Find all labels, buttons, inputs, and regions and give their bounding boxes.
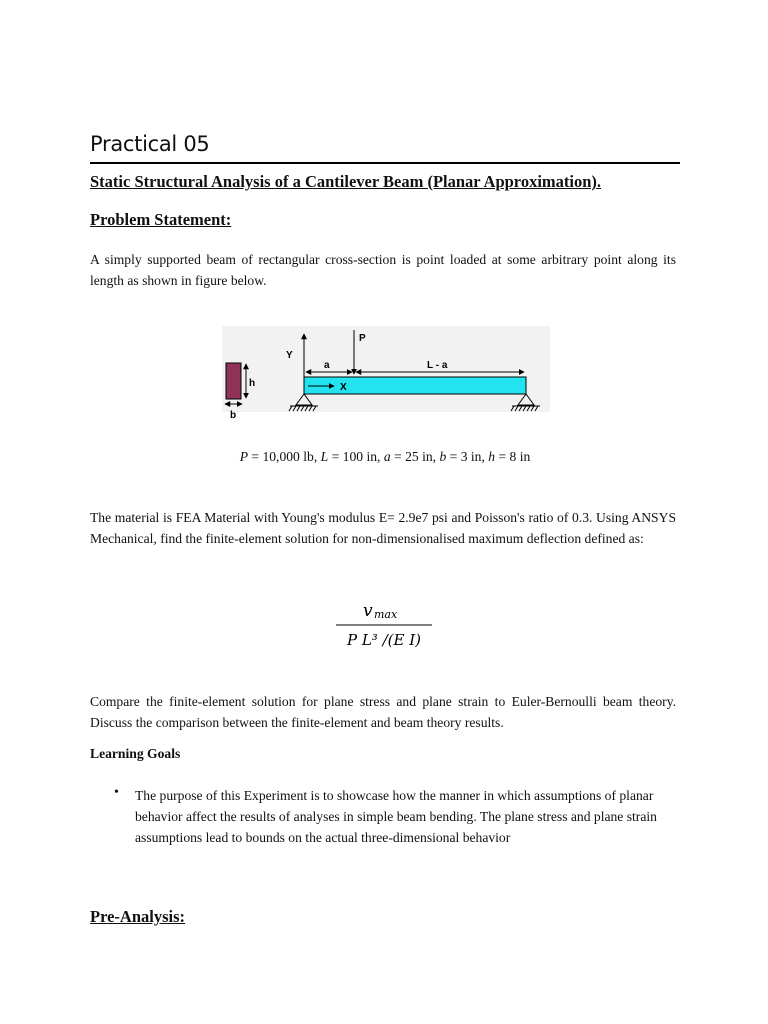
bullet-marker: • (114, 785, 119, 800)
label-x: X (340, 382, 347, 393)
subtitle-heading: Static Structural Analysis of a Cantilever Beam (Planar Approximation). (90, 172, 602, 191)
param-p-value: = 10,000 lb, (248, 449, 321, 464)
page-title: Practical 05 (90, 132, 210, 156)
label-l-minus-a: L - a (427, 360, 448, 371)
param-a-symbol: a (383, 449, 391, 464)
param-h-symbol: h (488, 449, 496, 464)
label-a: a (324, 360, 330, 371)
learning-goals-heading: Learning Goals (90, 746, 181, 761)
cross-section-rect (226, 363, 241, 399)
label-h: h (249, 378, 256, 389)
problem-statement-heading: Problem Statement: (90, 210, 232, 229)
param-b-value: = 3 in, (446, 449, 489, 464)
beam-body (304, 377, 526, 394)
param-b-symbol: b (439, 449, 447, 464)
learning-goal-item: The purpose of this Experiment is to showcase how the manner in which assumptions of planar behavior affect the results of analyses in simple beam bending. The plane stress and plane strain assumptions lead to bounds on the actual three-dimensional behavior (135, 788, 657, 845)
param-l-value: = 100 in, (328, 449, 384, 464)
formula-numerator-subscript: max (374, 608, 398, 621)
parameter-line (90, 449, 680, 465)
title-rule (90, 162, 680, 164)
problem-paragraph: A simply supported beam of rectangular cross-section is point loaded at some arbitrary point along its length as shown in figure below. (90, 252, 676, 288)
pre-analysis-heading: Pre-Analysis: (90, 907, 186, 926)
label-b: b (230, 410, 237, 421)
param-a-value: = 25 in, (390, 449, 440, 464)
beam-figure (222, 326, 550, 421)
formula-denominator: P L³ /(E I) (346, 631, 422, 649)
param-h-value: = 8 in (495, 449, 531, 464)
formula-numerator: v (363, 601, 373, 621)
compare-paragraph: Compare the finite-element solution for plane stress and plane strain to Euler-Bernoulli beam theory. Discuss the comparison between the finite-element and beam theory results. (90, 694, 676, 730)
material-paragraph: The material is FEA Material with Young's modulus E= 2.9e7 psi and Poisson's ratio of 0.3. Using ANSYS Mechanical, find the finite-element solution for non-dimensionalised maximum deflection defined as: (90, 510, 676, 546)
deflection-formula (334, 596, 434, 652)
param-l-symbol: L (320, 449, 329, 464)
label-p: P (359, 333, 366, 344)
param-p-symbol: P (239, 449, 248, 464)
figure-background (222, 326, 550, 412)
label-y: Y (286, 350, 293, 361)
